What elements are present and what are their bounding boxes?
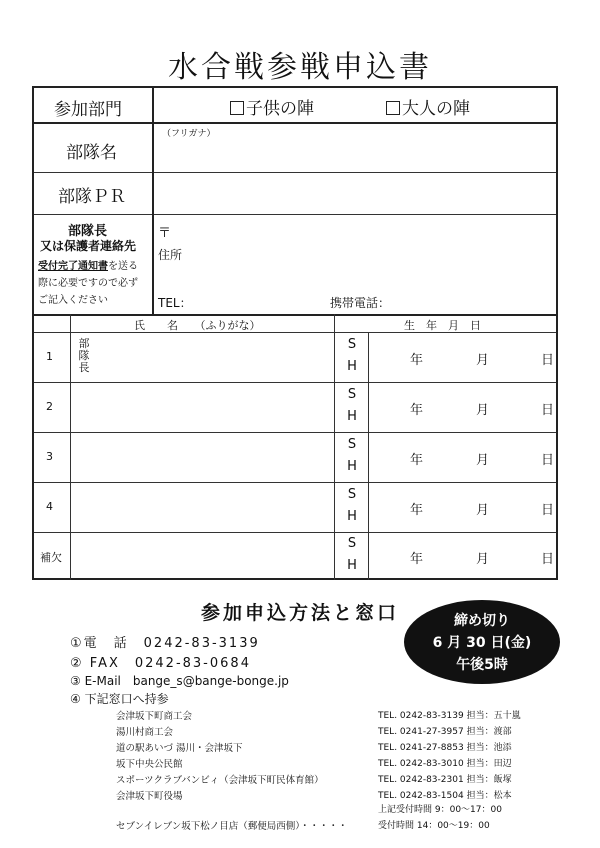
team-name-field[interactable] <box>162 138 552 168</box>
day-label: 日 <box>541 503 555 518</box>
team-name-label: 部隊名 <box>66 143 117 163</box>
mobile-label: 携帯電話： <box>330 296 391 310</box>
divider <box>34 382 556 383</box>
divider <box>34 122 556 124</box>
era-select[interactable]: S H <box>347 437 357 474</box>
year-label: 年 <box>410 453 424 468</box>
divider <box>34 314 556 316</box>
name-field[interactable] <box>74 536 328 576</box>
option-child[interactable]: 子供の陣 <box>230 94 314 119</box>
divider <box>152 88 154 314</box>
venue-name: スポーツクラブバンビィ（会津坂下町民体育館） <box>116 775 324 786</box>
venue-tel: TEL. 0241-27-8853 担当：池添 <box>378 743 512 753</box>
divider <box>34 432 556 433</box>
venue-tel: TEL. 0242-83-3139 担当：五十嵐 <box>378 711 521 721</box>
name-field[interactable] <box>74 436 328 478</box>
day-label: 日 <box>541 552 555 567</box>
tel-field[interactable] <box>194 292 324 310</box>
venue-name: 会津坂下町商工会 <box>116 711 193 722</box>
day-label: 日 <box>541 453 555 468</box>
hours-note: 上記受付時間 9：00～17：00 <box>378 805 502 815</box>
month-label: 月 <box>476 403 490 418</box>
dept-label: 参加部門 <box>54 100 122 120</box>
mobile-field[interactable] <box>404 292 550 310</box>
team-pr-label: 部隊ＰＲ <box>58 187 126 207</box>
year-label: 年 <box>410 403 424 418</box>
page-title: 水合戦参戦申込書 <box>168 50 432 85</box>
deadline-badge <box>404 600 560 684</box>
row-number: 補欠 <box>40 551 62 564</box>
month-label: 月 <box>476 453 490 468</box>
year-label: 年 <box>410 353 424 368</box>
checkbox[interactable] <box>230 101 244 115</box>
year-label: 年 <box>410 503 424 518</box>
row-number: 1 <box>46 350 53 363</box>
deadline-line: 6 月 30 日(金) <box>432 635 532 651</box>
year-label: 年 <box>410 552 424 567</box>
team-pr-field[interactable] <box>162 176 552 210</box>
era-select[interactable]: S H <box>347 387 357 424</box>
divider <box>34 172 556 173</box>
venue-name: 会津坂下町役場 <box>116 791 183 802</box>
divider <box>368 332 369 580</box>
deadline-line: 午後5時 <box>456 657 508 673</box>
application-form <box>32 86 558 580</box>
name-field[interactable] <box>74 386 328 428</box>
divider <box>34 214 556 215</box>
era-select[interactable]: S H <box>347 337 357 374</box>
name-field[interactable] <box>98 336 328 378</box>
era-select[interactable]: S H <box>347 536 357 573</box>
notice-line2: 際に必要ですので必ず <box>38 278 138 289</box>
postal-mark: 〒 <box>158 226 172 241</box>
month-label: 月 <box>476 503 490 518</box>
contact-fax: ② FAX 0242-83-0684 <box>70 656 251 671</box>
furigana-hint: （フリガナ） <box>162 129 216 139</box>
row-number: 4 <box>46 500 53 513</box>
row-number: 3 <box>46 450 53 463</box>
month-label: 月 <box>476 552 490 567</box>
venue-name: 湯川村商工会 <box>116 727 174 738</box>
method-title: 参加申込方法と窓口 <box>200 602 399 624</box>
divider <box>70 314 71 580</box>
address-field[interactable] <box>184 240 550 264</box>
venue-name: 道の駅あいづ 湯川・会津坂下 <box>116 743 243 754</box>
venue-tel: TEL. 0242-83-3010 担当：田辺 <box>378 759 512 769</box>
tel-label: TEL： <box>158 296 192 310</box>
day-label: 日 <box>541 353 555 368</box>
leader-label: 部隊長 <box>68 224 108 239</box>
notice-line3: ご記入ください <box>38 295 108 306</box>
option-adult[interactable]: 大人の陣 <box>386 94 470 119</box>
divider <box>34 482 556 483</box>
day-label: 日 <box>541 403 555 418</box>
venue-tel: TEL. 0242-83-2301 担当：飯塚 <box>378 775 512 785</box>
name-field[interactable] <box>74 486 328 528</box>
deadline-line: 締め切り <box>454 613 510 629</box>
contact-label: 又は保護者連絡先 <box>40 239 137 253</box>
venue-name: 坂下中央公民館 <box>116 759 183 770</box>
checkbox[interactable] <box>386 101 400 115</box>
venue-tel: TEL. 0242-83-1504 担当：松本 <box>378 791 512 801</box>
month-label: 月 <box>476 353 490 368</box>
row-number: 2 <box>46 400 53 413</box>
notice-line1: 受付完了通知書を送る <box>38 261 138 272</box>
address-label: 住所 <box>158 248 183 262</box>
name-header: 氏 名 （ふりがな） <box>134 319 261 332</box>
era-select[interactable]: S H <box>347 487 357 524</box>
contact-email[interactable]: ③ E-Mail bange_s@bange-bonge.jp <box>70 674 289 688</box>
leader-tag: 部 隊 長 <box>78 337 90 374</box>
venue-tel: TEL. 0241-27-3957 担当：渡部 <box>378 727 512 737</box>
divider <box>334 314 335 580</box>
seven-eleven-venue: セブンイレブン坂下松ノ目店（郵便局西側）・・・・・ <box>116 821 348 832</box>
contact-visit: ④ 下記窓口へ持参 <box>70 692 169 706</box>
contact-phone: ①電 話 0242-83-3139 <box>70 636 260 651</box>
birth-header: 生 年 月 日 <box>404 319 481 332</box>
seven-eleven-hours: 受付時間 14：00～19：00 <box>378 821 490 831</box>
divider <box>34 532 556 533</box>
